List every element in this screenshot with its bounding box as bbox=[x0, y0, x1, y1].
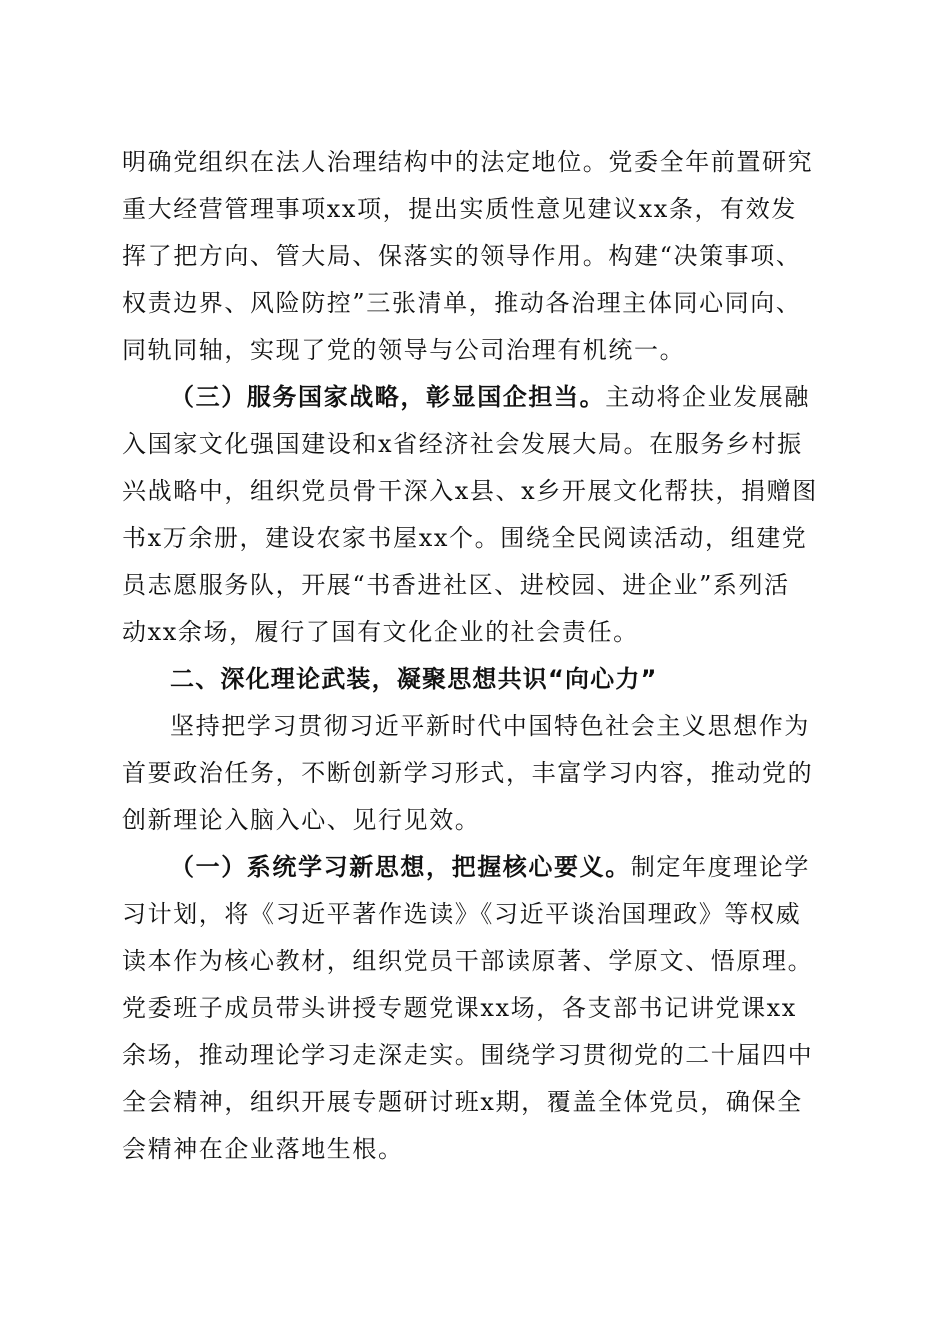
paragraph-line: 全会精神，组织开展专题研讨班x期，覆盖全体党员，确保全 bbox=[122, 1088, 803, 1116]
paragraph-line: 员志愿服务队，开展“书香进社区、进校园、进企业”系列活 bbox=[122, 571, 790, 599]
paragraph-line: 首要政治任务，不断创新学习形式，丰富学习内容，推动党的 bbox=[122, 759, 814, 787]
paragraph-line: 同轨同轴，实现了党的领导与公司治理有机统一。 bbox=[122, 336, 686, 364]
part-two-heading: 二、深化理论武装，凝聚思想共识“向心力” bbox=[170, 665, 658, 693]
paragraph-line: 入国家文化强国建设和x省经济社会发展大局。在服务乡村振 bbox=[122, 430, 803, 458]
paragraph-line: 挥了把方向、管大局、保落实的领导作用。构建“决策事项、 bbox=[122, 242, 802, 270]
section-one-heading: （一）系统学习新思想，把握核心要义。 bbox=[170, 852, 631, 881]
paragraph-line: 重大经营管理事项xx项，提出实质性意见建议xx条，有效发 bbox=[122, 195, 797, 223]
paragraph-line: 动xx余场，履行了国有文化企业的社会责任。 bbox=[122, 618, 639, 646]
section-three-first-line bbox=[170, 377, 832, 417]
section-three-heading: （三）服务国家战略，彰显国企担当。 bbox=[170, 382, 606, 411]
paragraph-line: 读本作为核心教材，组织党员干部读原著、学原文、悟原理。 bbox=[122, 947, 814, 975]
paragraph-line: 习计划，将《习近平著作选读》《习近平谈治国理政》等权威 bbox=[122, 900, 802, 928]
section-one-first-line bbox=[170, 847, 832, 887]
section-one-text: 制定年度理论学 bbox=[630, 853, 811, 881]
paragraph-line: 创新理论入脑入心、见行见效。 bbox=[122, 806, 481, 834]
paragraph-line: 党委班子成员带头讲授专题党课xx场，各支部书记讲党课xx bbox=[122, 994, 797, 1022]
section-three-text: 主动将企业发展融 bbox=[605, 383, 811, 411]
paragraph-line: 会精神在企业落地生根。 bbox=[122, 1135, 404, 1163]
paragraph-line: 权责边界、风险防控”三张清单，推动各治理主体同心同向、 bbox=[122, 289, 802, 317]
paragraph-line: 坚持把学习贯彻习近平新时代中国特色社会主义思想作为 bbox=[170, 712, 810, 740]
paragraph-line: 明确党组织在法人治理结构中的法定地位。党委全年前置研究 bbox=[122, 148, 814, 176]
paragraph-line: 书x万余册，建设农家书屋xx个。围绕全民阅读活动，组建党 bbox=[122, 524, 808, 552]
paragraph-line: 余场，推动理论学习走深走实。围绕学习贯彻党的二十届四中 bbox=[122, 1041, 814, 1069]
paragraph-line: 兴战略中，组织党员骨干深入x县、x乡开展文化帮扶，捐赠图 bbox=[122, 477, 818, 505]
